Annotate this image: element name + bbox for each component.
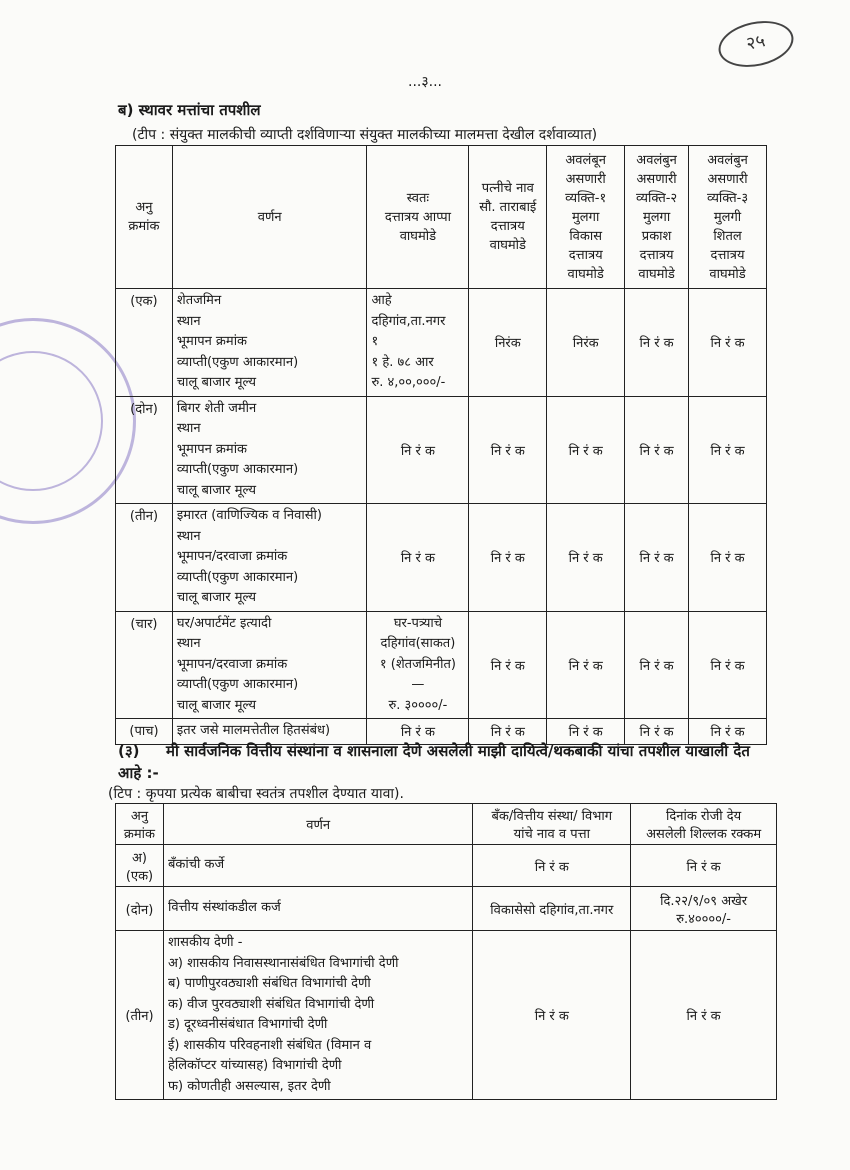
- description-line: व्याप्ती(एकुण आकारमान): [176, 462, 299, 477]
- serial-cell: (एक): [116, 289, 173, 397]
- spouse-value-cell: नि रं क: [469, 396, 547, 504]
- header-line: व्यक्ति-३: [706, 190, 749, 206]
- header-cell: [473, 804, 631, 845]
- header-cell: [625, 146, 689, 289]
- table-row: [116, 289, 767, 397]
- serial-cell: (चार): [116, 611, 173, 719]
- table-row: [116, 845, 777, 887]
- header-cell: [469, 146, 547, 289]
- header-line: यांचे नाव व पत्ता: [513, 827, 590, 842]
- header-line: स्वतः: [406, 190, 430, 206]
- section-b-note: (टीप : संयुक्त मालकीची व्याप्ती दर्शविणाऱ्या संयुक्त मालकीच्या मालमत्ता देखील दर्शवाव्यात): [132, 127, 598, 143]
- dependent-3-value-cell: नि रं क: [689, 289, 767, 397]
- value-line: १: [371, 334, 379, 349]
- description-line: स्थान: [176, 636, 201, 651]
- section-3-number: (३): [118, 742, 140, 760]
- header-cell: [547, 146, 625, 289]
- dependent-2-value-cell: नि रं क: [625, 289, 689, 397]
- self-value-cell: [367, 611, 469, 719]
- header-line: वर्णन: [306, 818, 331, 833]
- value-line: नि रं क: [400, 443, 435, 459]
- header-line: दत्तात्रय: [639, 247, 674, 263]
- dependent-2-value-cell: नि रं क: [625, 396, 689, 504]
- value-line: रु. ३००००/-: [388, 697, 448, 713]
- serial-line: (तीन): [125, 1009, 154, 1024]
- header-line: असणारी: [636, 171, 677, 187]
- description-cell: [163, 931, 472, 1100]
- institution-line: नि रं क: [534, 1009, 569, 1024]
- description-line: स्थान: [176, 313, 201, 329]
- header-line: वाघमोडे: [638, 266, 675, 282]
- value-line: घर-पत्र्याचे: [393, 615, 442, 631]
- header-line: विकास: [569, 228, 603, 244]
- description-cell: [163, 887, 472, 931]
- description-line: शासकीय देणी -: [167, 935, 243, 950]
- value-line: रु. ४,००,०००/-: [371, 375, 446, 390]
- section-3-note: (टिप : कृपया प्रत्येक बाबीचा स्वतंत्र तपशील देण्यात यावा).: [108, 786, 404, 802]
- serial-cell: (तीन): [116, 504, 173, 612]
- balance-line: रु.४००००/-: [676, 911, 731, 927]
- header-line: अवलंबुन: [707, 152, 748, 168]
- value-line: आहे: [371, 293, 392, 308]
- header-cell: [631, 804, 777, 845]
- header-line: वर्णन: [257, 209, 282, 225]
- dependent-3-value-cell: नि रं क: [689, 611, 767, 719]
- dependent-1-value-cell: नि रं क: [547, 611, 625, 719]
- dependent-1-value-cell: नि रं क: [547, 719, 625, 745]
- table-row: [116, 887, 777, 931]
- description-line: चालू बाजार मूल्य: [176, 590, 256, 605]
- value-line: —: [411, 677, 425, 692]
- header-line: दत्तात्रय: [710, 247, 745, 263]
- header-line: पत्नीचे नाव: [481, 181, 534, 196]
- description-line: व्याप्ती(एकुण आकारमान): [176, 354, 299, 370]
- balance-cell: [631, 931, 777, 1100]
- balance-line: नि रं क: [686, 859, 721, 875]
- header-line: दिनांक रोजी देय: [665, 809, 742, 824]
- section-3-heading-text: मी सार्वजनिक वित्तीय संस्थांना व शासनाला देणे असलेली माझी दायित्वे/थकबाकी यांचा तपशील याखाली देत आहे :-: [118, 742, 750, 782]
- serial-cell: [116, 887, 164, 931]
- header-line: क्रमांक: [128, 219, 160, 234]
- spouse-value-cell: नि रं क: [469, 504, 547, 612]
- dependent-2-value-cell: नि रं क: [625, 504, 689, 612]
- header-line: वाघमोडे: [709, 266, 746, 282]
- institution-cell: [473, 845, 631, 887]
- dependent-1-value-cell: नि रं क: [547, 504, 625, 612]
- table-row: [116, 611, 767, 719]
- header-line: असणारी: [707, 171, 748, 187]
- table-row: [116, 931, 777, 1100]
- description-line: ब) पाणीपुरवठ्याशी संबंधित विभागांची देणी: [167, 976, 371, 991]
- description-line: हेलिकॉप्टर यांच्यासह) विभागांची देणी: [167, 1058, 342, 1073]
- description-line: फ) कोणतीही असल्यास, इतर देणी: [167, 1078, 331, 1094]
- institution-cell: [473, 887, 631, 931]
- dependent-2-value-cell: नि रं क: [625, 611, 689, 719]
- description-line: वित्तीय संस्थांकडील कर्ज: [167, 900, 281, 916]
- self-value-cell: [367, 289, 469, 397]
- description-cell: [172, 396, 367, 504]
- description-line: बँकांची कर्जे: [167, 857, 225, 873]
- serial-cell: (दोन): [116, 396, 173, 504]
- description-line: अ) शासकीय निवासस्थानासंबंधित विभागांची देणी: [167, 955, 399, 971]
- institution-line: नि रं क: [534, 859, 569, 875]
- value-line: दहिगांव(साकत): [380, 636, 456, 651]
- description-line: घर/अपार्टमेंट इत्यादी: [176, 615, 272, 631]
- serial-line: (एक): [125, 868, 154, 884]
- description-line: क) वीज पुरवठ्याशी संबंधित विभागांची देणी: [167, 996, 375, 1012]
- header-cell: [116, 804, 164, 845]
- serial-cell: (पाच): [116, 719, 173, 745]
- value-line: १ (शेतजमिनीत): [379, 656, 456, 672]
- institution-line: विकासेसो दहिगांव,ता.नगर: [490, 902, 614, 918]
- self-value-cell: [367, 504, 469, 612]
- description-cell: [172, 504, 367, 612]
- description-line: शेतजमिन: [176, 293, 222, 308]
- description-line: चालू बाजार मूल्य: [176, 375, 256, 390]
- value-line: नि रं क: [400, 725, 435, 741]
- header-line: असलेली शिल्लक रक्कम: [646, 827, 762, 842]
- description-cell: [163, 845, 472, 887]
- header-line: मुलगा: [642, 209, 671, 225]
- value-line: १ हे. ७८ आर: [371, 354, 434, 370]
- liabilities-table: [115, 803, 777, 1100]
- handwritten-page-number: २५: [714, 15, 797, 74]
- table-header-row: [116, 804, 777, 845]
- description-line: इतर जसे मालमत्तेतील हितसंबंध): [176, 723, 331, 738]
- header-cell: [172, 146, 367, 289]
- header-line: अनु: [130, 809, 149, 824]
- header-line: अवलंबुन: [636, 152, 677, 168]
- description-line: व्याप्ती(एकुण आकारमान): [176, 677, 299, 692]
- header-line: दत्तात्रय आप्पा: [384, 209, 451, 225]
- institution-cell: [473, 931, 631, 1100]
- header-line: दत्तात्रय: [568, 247, 603, 263]
- description-line: भूमापन/दरवाजा क्रमांक: [176, 549, 288, 564]
- header-cell: [367, 146, 469, 289]
- description-line: भूमापन/दरवाजा क्रमांक: [176, 656, 288, 672]
- header-line: व्यक्ति-२: [636, 190, 678, 206]
- dependent-3-value-cell: नि रं क: [689, 504, 767, 612]
- self-value-cell: [367, 396, 469, 504]
- dependent-3-value-cell: नि रं क: [689, 396, 767, 504]
- header-line: अनु: [135, 200, 153, 215]
- serial-line: अ): [131, 850, 147, 866]
- description-line: बिगर शेती जमीन: [176, 400, 257, 416]
- serial-line: (दोन): [125, 902, 154, 918]
- dependent-3-value-cell: नि रं क: [689, 719, 767, 745]
- table-row: [116, 504, 767, 612]
- table-header-row: [116, 146, 767, 289]
- description-line: चालू बाजार मूल्य: [176, 482, 256, 498]
- description-line: चालू बाजार मूल्य: [176, 697, 256, 713]
- balance-line: दि.२२/९/०९ अखेर: [660, 893, 748, 909]
- header-line: क्रमांक: [123, 827, 156, 842]
- description-line: स्थान: [176, 528, 201, 544]
- spouse-value-cell: निरंक: [469, 289, 547, 397]
- header-cell: [163, 804, 472, 845]
- immovable-assets-table: [115, 145, 767, 745]
- header-line: वाघमोडे: [399, 228, 437, 244]
- description-line: इमारत (वाणिज्यिक व निवासी): [176, 508, 322, 523]
- balance-cell: [631, 887, 777, 931]
- serial-cell: [116, 845, 164, 887]
- header-line: बँक/वित्तीय संस्था/ विभाग: [491, 809, 613, 824]
- description-cell: [172, 611, 367, 719]
- balance-line: नि रं क: [686, 1009, 721, 1024]
- header-line: व्यक्ति-१: [565, 190, 607, 206]
- description-line: भूमापन क्रमांक: [176, 441, 248, 457]
- section-b-heading: ब) स्थावर मत्तांचा तपशील: [118, 101, 261, 119]
- value-line: नि रं क: [400, 551, 435, 567]
- header-cell: [116, 146, 173, 289]
- header-line: सौ. ताराबाई: [479, 200, 537, 215]
- header-line: मुलगी: [713, 209, 742, 225]
- spouse-value-cell: नि रं क: [469, 611, 547, 719]
- header-line: असणारी: [565, 171, 606, 187]
- description-line: व्याप्ती(एकुण आकारमान): [176, 569, 299, 585]
- header-line: वाघमोडे: [567, 266, 604, 282]
- balance-cell: [631, 845, 777, 887]
- serial-cell: [116, 931, 164, 1100]
- description-line: स्थान: [176, 421, 201, 436]
- spouse-value-cell: नि रं क: [469, 719, 547, 745]
- header-line: दत्तात्रय: [490, 219, 525, 234]
- header-line: शितल: [713, 228, 742, 244]
- dependent-1-value-cell: नि रं क: [547, 396, 625, 504]
- description-cell: [172, 289, 367, 397]
- description-line: ड) दूरध्वनीसंबंधात विभागांची देणी: [167, 1017, 328, 1032]
- table-row: [116, 396, 767, 504]
- page-marker: ...३...: [408, 74, 442, 90]
- header-line: अवलंबून: [565, 152, 606, 168]
- dependent-1-value-cell: निरंक: [547, 289, 625, 397]
- header-cell: [689, 146, 767, 289]
- header-line: मुलगा: [572, 209, 600, 225]
- section-3-heading: [118, 740, 778, 784]
- header-line: वाघमोडे: [489, 238, 526, 253]
- description-line: ई) शासकीय परिवहनाशी संबंधित (विमान व: [167, 1037, 372, 1053]
- dependent-2-value-cell: नि रं क: [625, 719, 689, 745]
- header-line: प्रकाश: [641, 228, 672, 244]
- value-line: दहिगांव,ता.नगर: [371, 313, 446, 329]
- description-line: भूमापन क्रमांक: [176, 334, 248, 349]
